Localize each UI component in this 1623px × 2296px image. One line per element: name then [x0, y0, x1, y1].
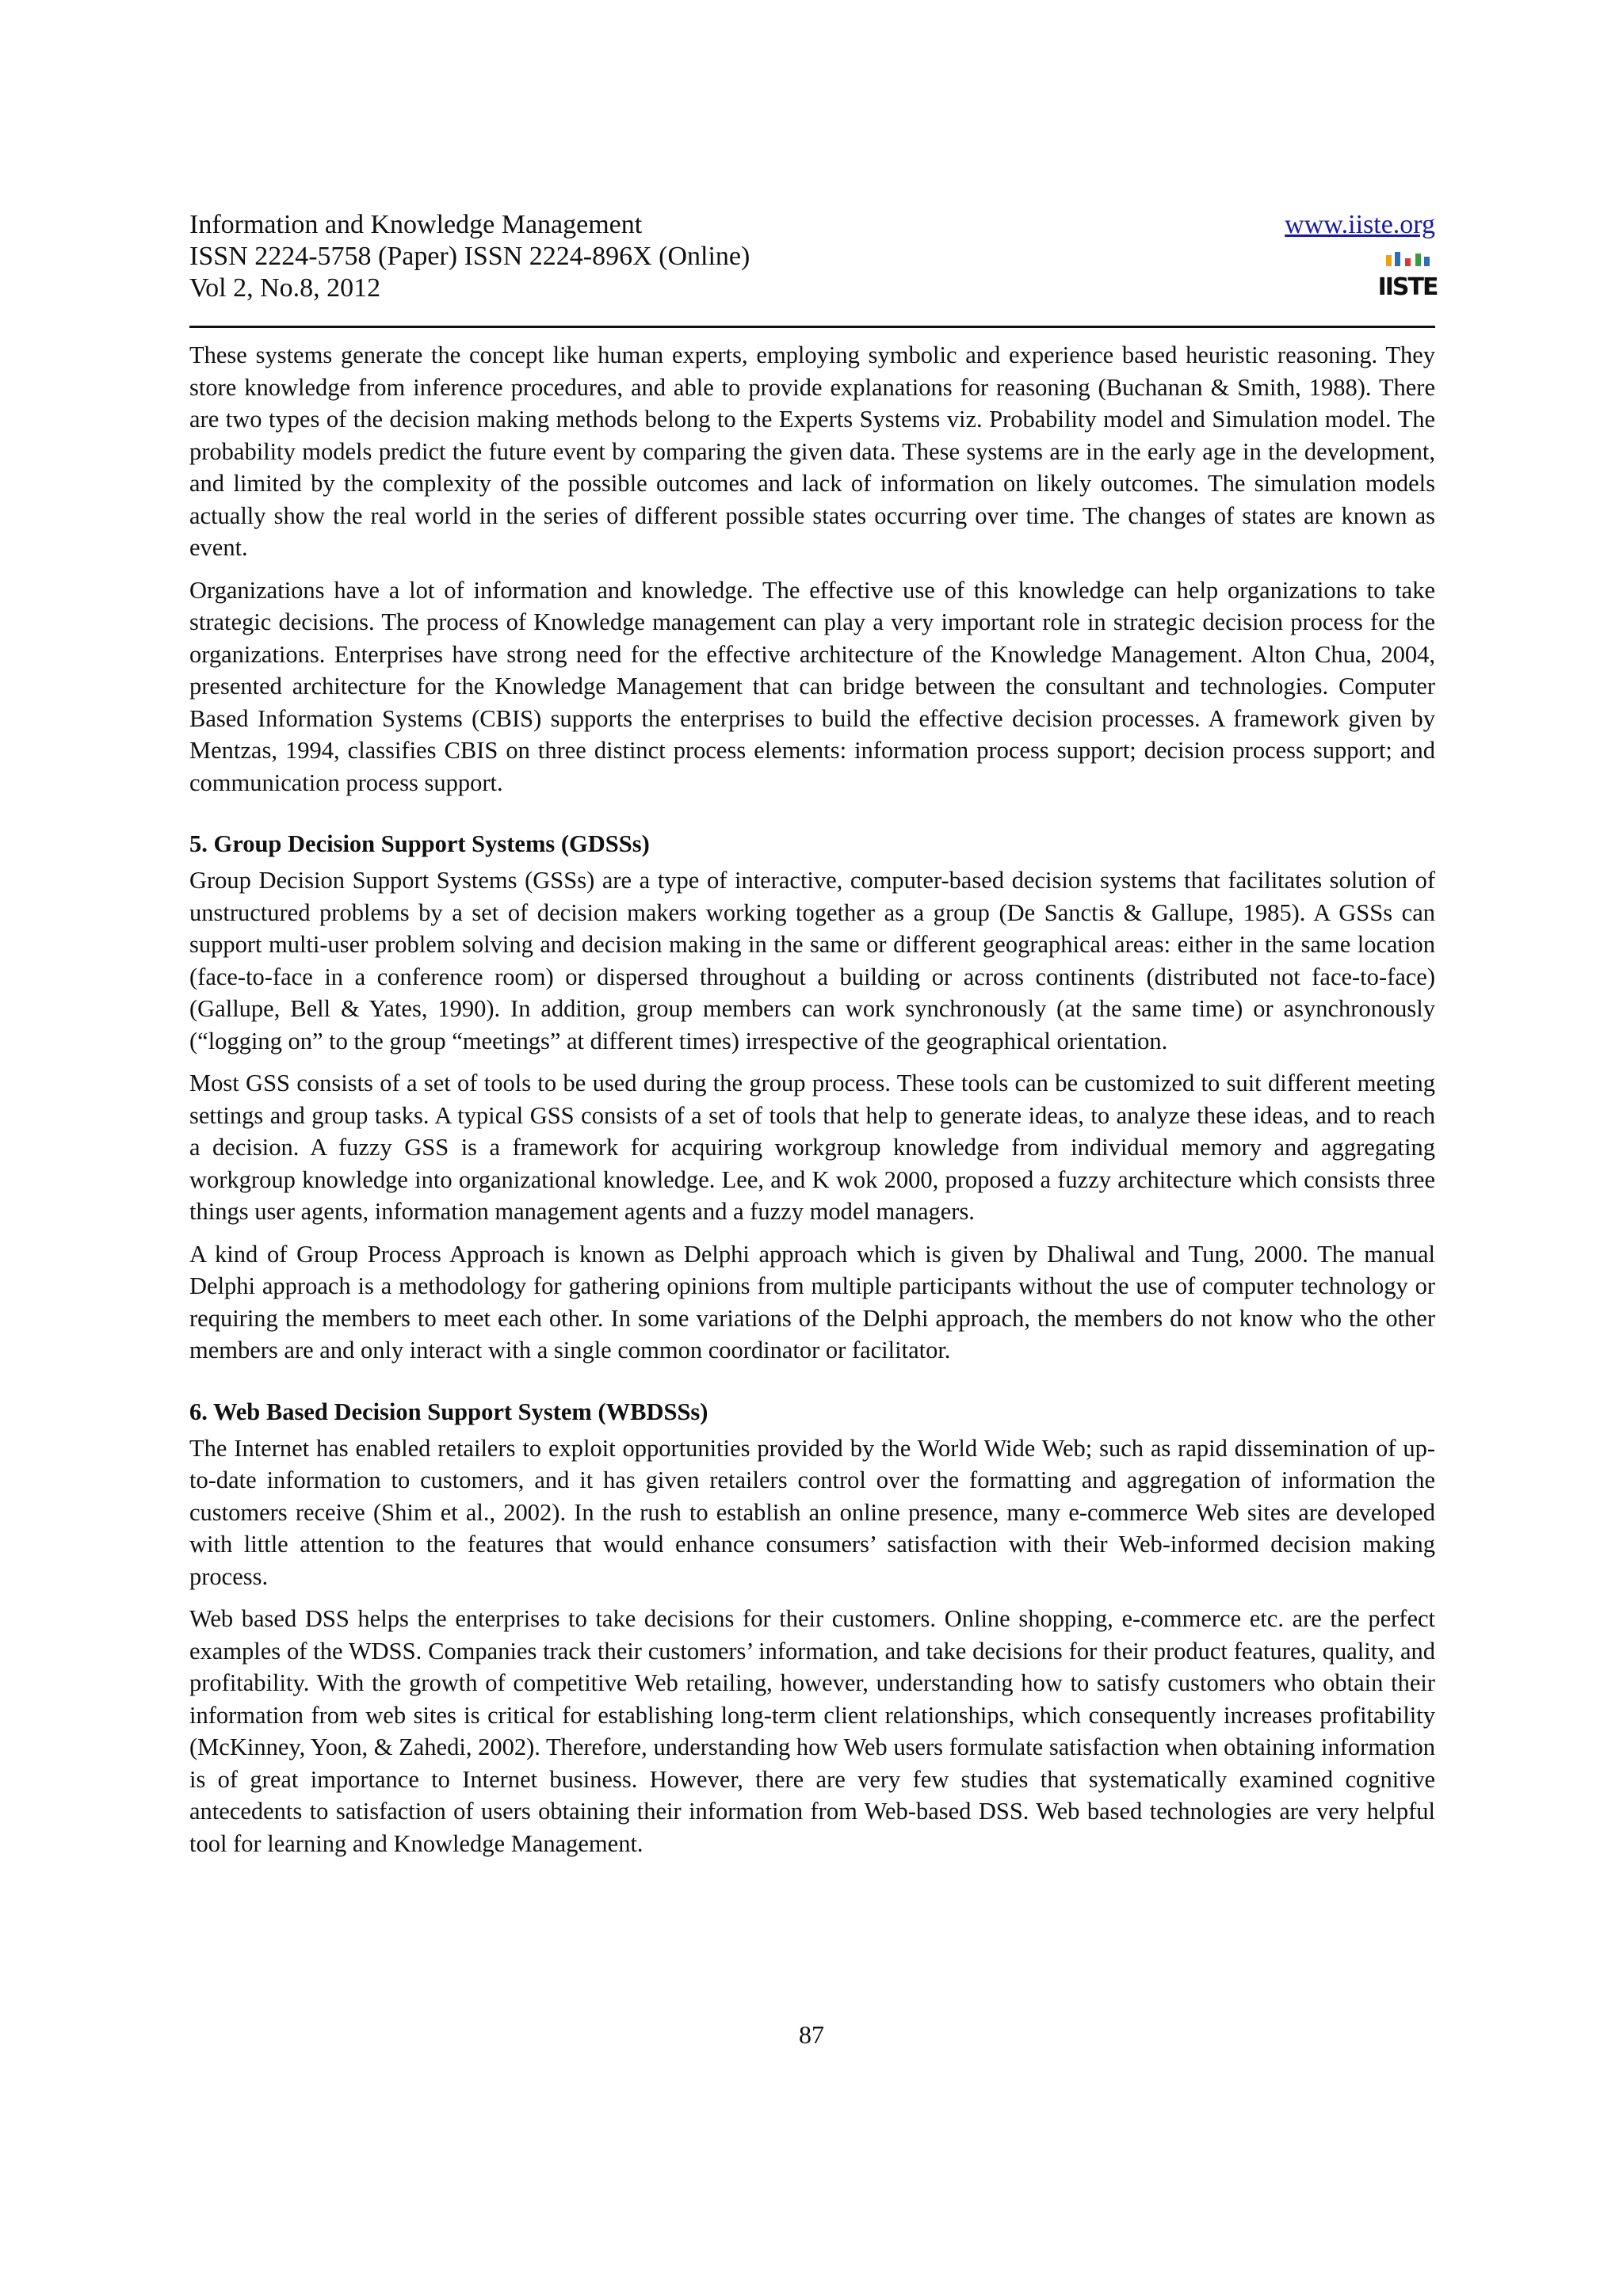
paragraph-web-based-dss: Web based DSS helps the enterprises to take decisions for their customers. Online shopping, e-commerce etc. are the perfect examples of the WDSS. Companies track their customers’ information, and take decisions for their product features, quality, and profitability. With the growth of competitive Web retailing, however, understanding how to satisfy customers who obtain their information from web sites is critical for establishing long-term client relationships, which consequently increases profitability (McKinney, Yoon, & Zahedi, 2002). Therefore, understanding how Web users formulate satisfaction when obtaining information is of great importance to Internet business. However, there are very few studies that systematically examined cognitive antecedents to satisfaction of users obtaining their information from Web-based DSS. Web based technologies are very helpful tool for learning and Knowledge Management.	[189, 1605, 1435, 1857]
body-text	[189, 339, 1435, 1870]
paragraph-gdss-definition: Group Decision Support Systems (GSSs) are a type of interactive, computer-based decision systems that facilitates solution of unstructured problems by a set of decision makers working together as a group (De Sanctis & Gallupe, 1985). A GSSs can support multi-user problem solving and decision making in the same or different geographical areas: either in the same location (face-to-face in a conference room) or dispersed throughout a building or across continents (distributed not face-to-face) (Gallupe, Bell & Yates, 1990). In addition, group members can work synchronously (at the same time) or asynchronously (“logging on” to the group “meetings” at different times) irrespective of the geographical orientation.	[189, 867, 1435, 1055]
issn-line: ISSN 2224-5758 (Paper) ISSN 2224-896X (Online)	[189, 242, 750, 271]
paragraph-internet-retailers: The Internet has enabled retailers to exploit opportunities provided by the World Wide Web; such as rapid dissemination of up-to-date information to customers, and it has given retailers control over the formatting and aggregation of information the customers receive (Shim et al., 2002). In the rush to establish an online presence, many e-commerce Web sites are developed with little attention to the features that would enhance consumers’ satisfaction with their Web-informed decision making process.	[189, 1434, 1435, 1590]
paragraph-experts-systems: These systems generate the concept like human experts, employing symbolic and experience based heuristic reasoning. They store knowledge from inference procedures, and able to provide explanations for reasoning (Buchanan & Smith, 1988). There are two types of the decision making methods belong to the Experts Systems viz. Probability model and Simulation model. The probability models predict the future event by comparing the given data. These systems are in the early age in the development, and limited by the complexity of the possible outcomes and lack of information on likely outcomes. The simulation models actually show the real world in the series of different possible states occurring over time. The changes of states are known as event.	[189, 341, 1435, 561]
paragraph-gss-tools: Most GSS consists of a set of tools to be used during the group process. These tools can be customized to suit different meeting settings and group tasks. A typical GSS consists of a set of tools that help to generate ideas, to analyze these ideas, and to reach a decision. A fuzzy GSS is a framework for acquiring workgroup knowledge from individual memory and aggregating workgroup knowledge into organizational knowledge. Lee, and K wok 2000, proposed a fuzzy architecture which consists three things user agents, information management agents and a fuzzy model managers.	[189, 1070, 1435, 1225]
header-divider	[189, 326, 1435, 328]
svg-text:IISTE: IISTE	[1377, 273, 1438, 301]
paragraph-knowledge-management: Organizations have a lot of information and knowledge. The effective use of this knowledge can help organizations to take strategic decisions. The process of Knowledge management can play a very important role in strategic decision process for the organizations. Enterprises have strong need for the effective architecture of the Knowledge Management. Alton Chua, 2004, presented architecture for the Knowledge Management that can bridge between the consultant and technologies. Computer Based Information Systems (CBIS) supports the enterprises to build the effective decision processes. A framework given by Mentzas, 1994, classifies CBIS on three distinct process elements: information process support; decision process support; and communication process support.	[189, 576, 1435, 796]
journal-title: Information and Knowledge Management	[189, 210, 643, 239]
iiste-logo-icon	[1377, 250, 1438, 303]
page-number: 87	[799, 2020, 824, 2049]
section-heading-gdss: 5. Group Decision Support Systems (GDSSs)	[189, 830, 650, 857]
journal-url-link[interactable]: www.iiste.org	[1285, 210, 1435, 239]
volume-line: Vol 2, No.8, 2012	[189, 273, 381, 303]
page-header	[189, 209, 1438, 325]
paragraph-delphi-approach: A kind of Group Process Approach is known as Delphi approach which is given by Dhaliwal and Tung, 2000. The manual Delphi approach is a methodology for gathering opinions from multiple participants without the use of computer technology or requiring the members to meet each other. In some variations of the Delphi approach, the members do not know who the other members are and only interact with a single common coordinator or facilitator.	[189, 1240, 1435, 1363]
section-heading-wbdss: 6. Web Based Decision Support System (WBDSSs)	[189, 1398, 708, 1425]
